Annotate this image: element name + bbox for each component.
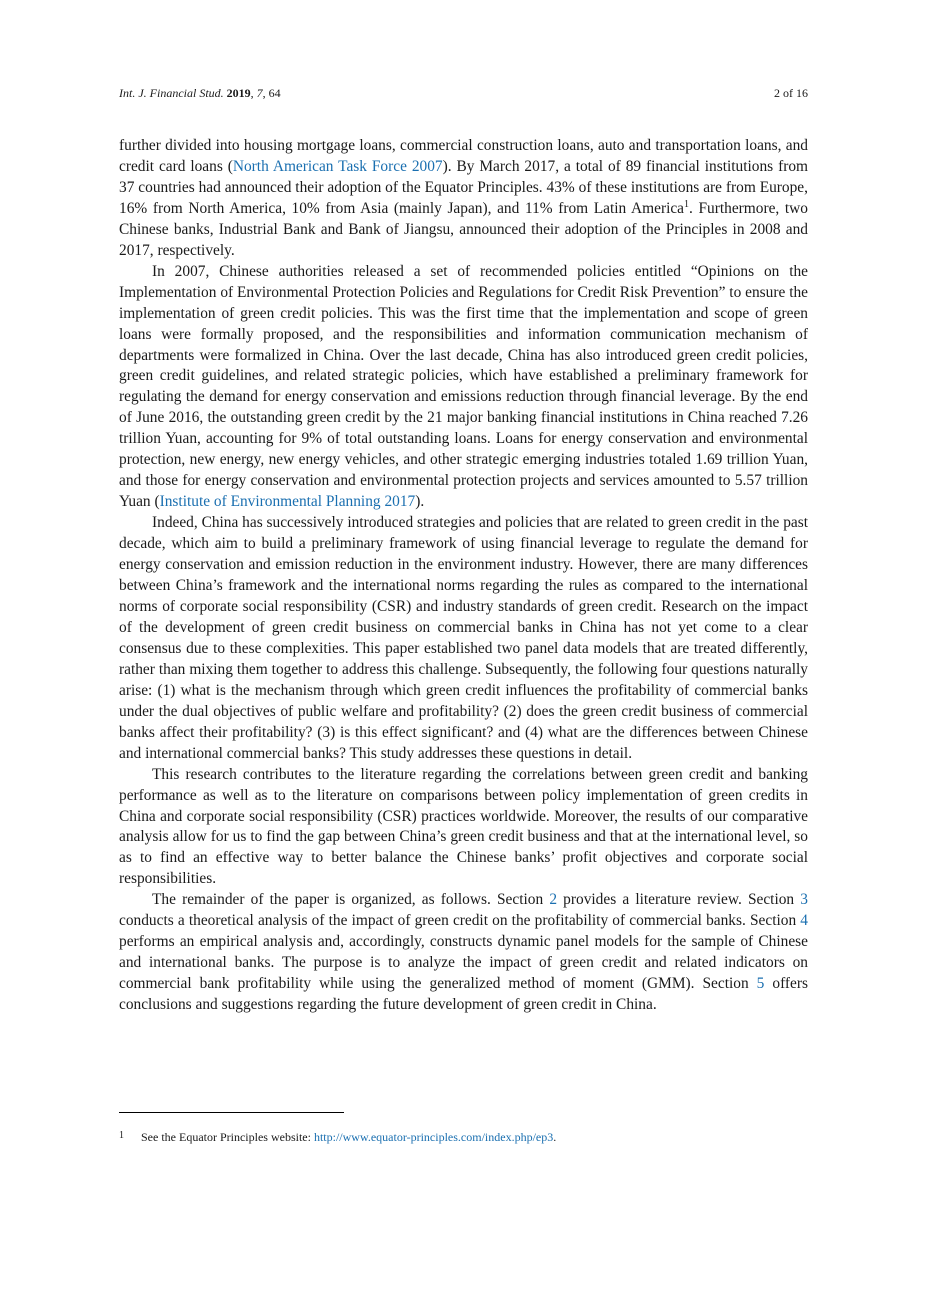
- page-number: 2 of 16: [774, 86, 808, 100]
- journal-volume: 7: [256, 86, 263, 100]
- journal-citation: Int. J. Financial Stud. 2019, 7, 64: [119, 86, 281, 100]
- paragraph-4: This research contributes to the literature regarding the correlations between green credit and banking performance as well as to the literature on comparisons between policy implementation of green credits in China and corporate social responsibility (CSR) practices worldwide. Moreover, the results of our comparative analysis allow for us to find the gap between China’s green credit business and that at the international level, so as to find an effective way to better balance the Chinese banks’ profit objectives and corporate social responsibilities.: [119, 765, 808, 888]
- paragraph-text: further divided into housing mortgage loans, commercial construction loans, auto and transportation loans, and credit card loans (: [119, 137, 808, 175]
- paragraph-text: ). By March 2017, a total of 89 financial institutions from 37 countries had announced their adoption of the Equator Principles. 43% of these institutions are from Europe, 16% from North America, 10% from Asia (mainly Japan), and 11% from Latin America: [119, 157, 808, 217]
- paragraph-text: . Furthermore, two Chinese banks, Industrial Bank and Bank of Jiangsu, announced their adoption of the Principles in 2008 and 2017, respectively.: [119, 199, 808, 259]
- footnote-text: See the Equator Principles website:: [141, 1130, 314, 1144]
- paragraph-2: [119, 262, 808, 513]
- paragraph-1: [119, 136, 808, 262]
- citation-institute-environmental-planning[interactable]: Institute of Environmental Planning 2017: [159, 493, 416, 511]
- section-link-3[interactable]: 3: [800, 891, 808, 909]
- section-link-4[interactable]: 4: [800, 912, 808, 930]
- paragraph-text: provides a literature review. Section: [557, 891, 801, 909]
- footnote-1: [119, 1130, 808, 1145]
- paragraph-3: Indeed, China has successively introduced strategies and policies that are related to green credit in the past decade, which aim to build a preliminary framework of using financial leverage to regulate the demand for energy conservation and emission reduction in the environment industry. However, there are many differences between China’s framework and the international norms regarding the rules as compared to the international norms of corporate social responsibility (CSR) and industry standards of green credit. Research on the impact of the development of green credit business on commercial banks in China has not yet come to a clear consensus due to these complexities. This paper established two panel data models that are treated differently, rather than mixing them together to address this challenge. Subsequently, the following four questions naturally arise: (1) what is the mechanism through which green credit influences the profitability of commercial banks under the dual objectives of public welfare and profitability? (2) does the green credit business of commercial banks affect their profitability? (3) is this effect significant? and (4) what are the differences between Chinese and international commercial banks? This study addresses these questions in detail.: [119, 514, 809, 762]
- paragraph-5: [119, 890, 808, 1016]
- section-link-5[interactable]: 5: [756, 975, 765, 993]
- section-link-2[interactable]: 2: [549, 891, 558, 909]
- paragraph-text: conducts a theoretical analysis of the impact of green credit on the profitability of commercial banks. Section: [119, 912, 801, 930]
- paragraph-text: offers conclusions and suggestions regarding the future development of green credit in China.: [119, 975, 809, 1014]
- paragraph-text: performs an empirical analysis and, accordingly, constructs dynamic panel models for the sample of Chinese and international banks. The purpose is to analyze the impact of green credit and related indicators on commercial bank profitability while using the generalized method of moment (GMM). Section: [119, 933, 808, 993]
- article-number: 64: [268, 86, 281, 100]
- equator-principles-url-link[interactable]: http://www.equator-principles.com/index.php/ep3: [313, 1130, 554, 1144]
- paragraph-text: In 2007, Chinese authorities released a set of recommended policies entitled “Opinions on the Implementation of Environmental Protection Policies and Regulations for Credit Risk Prevention” to ensure the implementation of green credit policies. This was the first time that the implementation and scope of green loans were formally proposed, and the responsibilities and information communication mechanism of departments were formalized in China. Over the last decade, China has also introduced green credit policies, green credit guidelines, and related strategic policies, which have established a preliminary framework for regulating the demand for energy conservation and emissions reduction through financial leverage. By the end of June 2016, the outstanding green credit by the 21 major banking financial institutions in China reached 7.26 trillion Yuan, accounting for 9% of total outstanding loans. Loans for energy conservation and environmental protection, new energy, new energy vehicles, and other strategic emerging industries totaled 1.69 trillion Yuan, and those for energy conservation and environmental protection projects and services amounted to 5.57 trillion Yuan (: [119, 262, 808, 511]
- journal-year: 2019: [226, 86, 251, 100]
- paragraph-text: ).: [415, 493, 425, 511]
- citation-north-american-task-force[interactable]: North American Task Force 2007: [232, 157, 443, 175]
- running-header: [119, 86, 808, 101]
- paragraph-text: The remainder of the paper is organized, as follows. Section: [152, 891, 550, 909]
- footnote-divider: [119, 1112, 344, 1113]
- footnote-ref-1[interactable]: 1: [684, 198, 690, 210]
- article-body: [119, 136, 808, 1016]
- footnote-end: .: [553, 1130, 557, 1144]
- footnote-number: 1: [119, 1130, 124, 1141]
- journal-name: Int. J. Financial Stud.: [119, 86, 224, 100]
